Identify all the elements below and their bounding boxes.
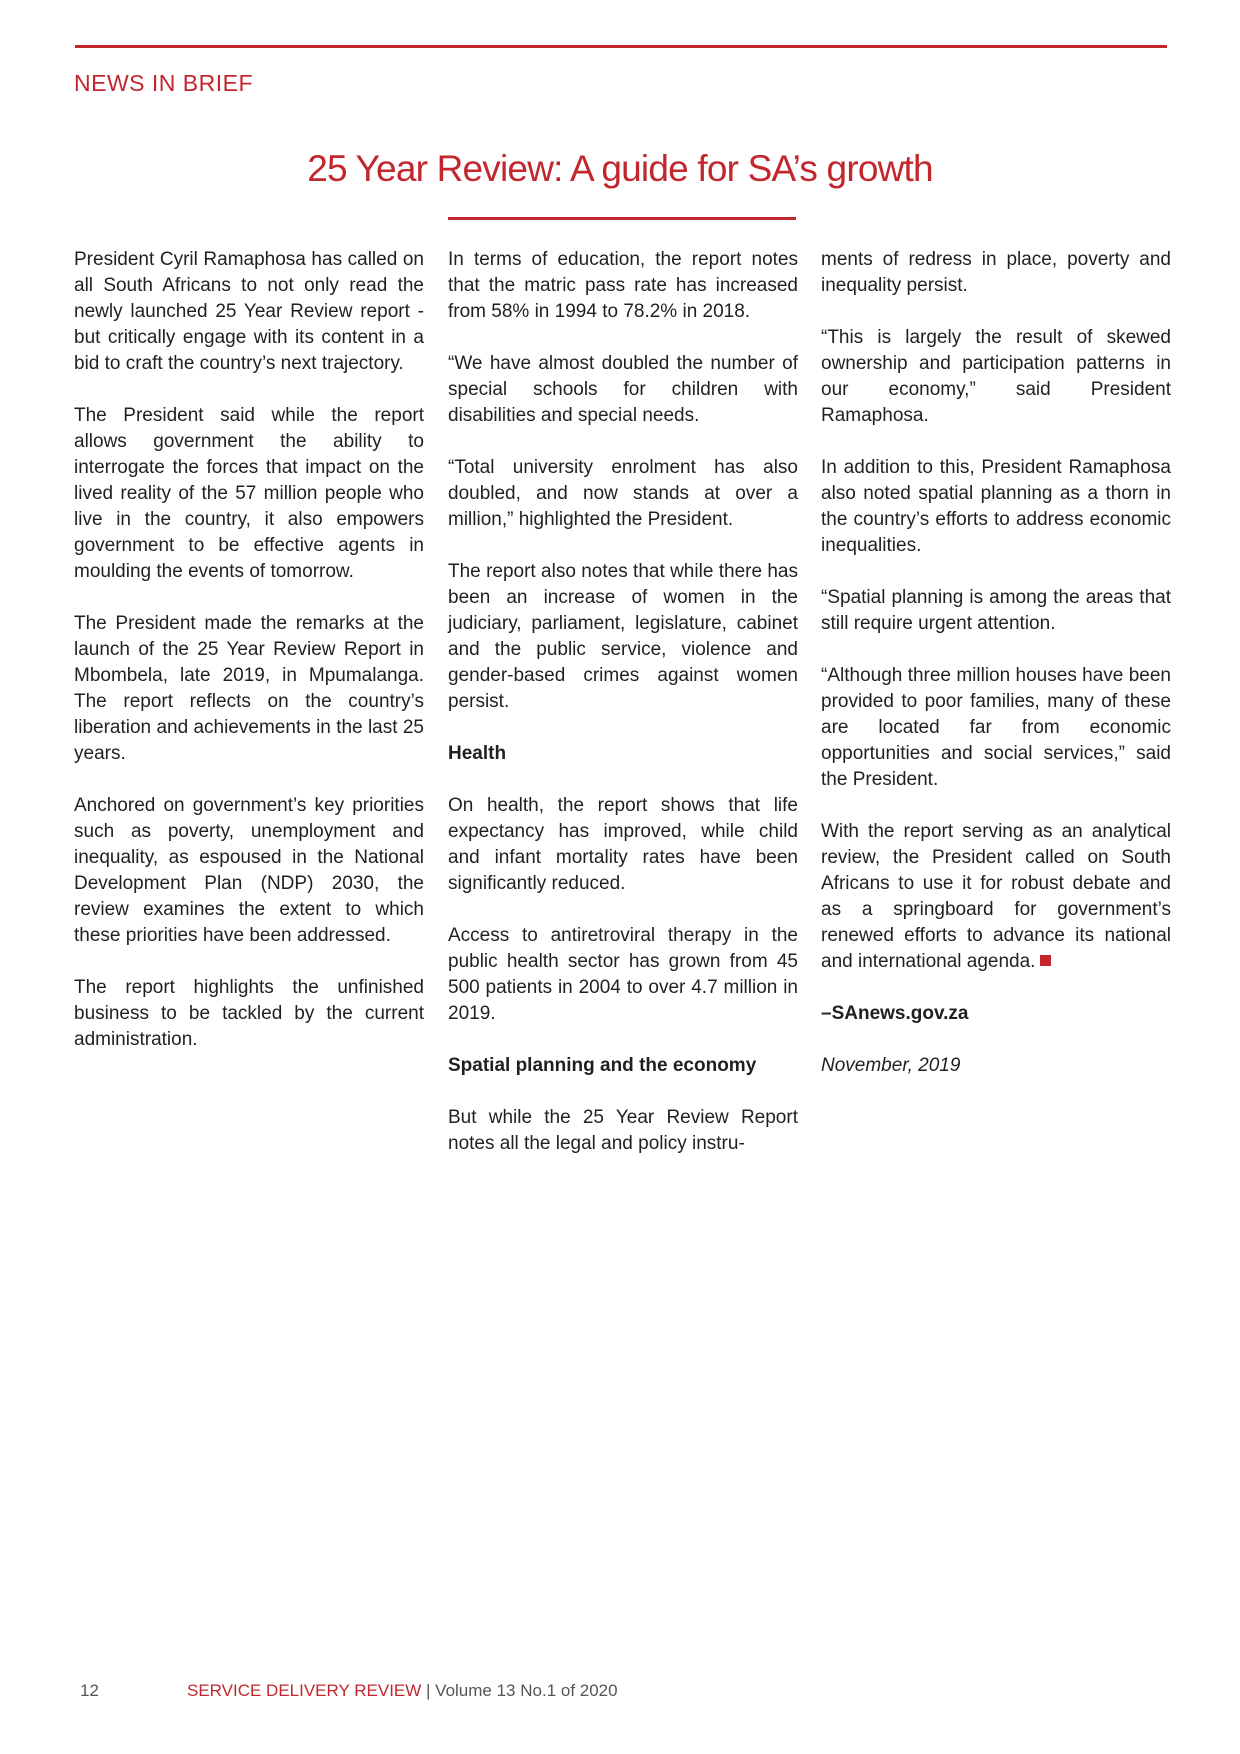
paragraph: Access to antiretroviral therapy in the public health sector has grown from 45 500 patients in 2004 to over 4.7 million in 2019. — [448, 925, 798, 1024]
title-underline — [448, 217, 796, 220]
section-label: NEWS IN BRIEF — [74, 70, 254, 96]
paragraph: The President made the remarks at the launch of the 25 Year Review Report in Mbombela, late 2019, in Mpumalanga. The report reflects on the country’s liberation and achievements in the last 25 years. — [74, 613, 424, 764]
article-title: 25 Year Review: A guide for SA’s growth — [307, 148, 933, 189]
article-column-1 — [74, 247, 424, 1053]
end-mark-icon — [1040, 955, 1051, 966]
page-number: 12 — [80, 1681, 99, 1700]
paragraph: In terms of education, the report notes that the matric pass rate has increased from 58% in 1994 to 78.2% in 2018. — [448, 249, 798, 322]
closing-paragraph — [821, 819, 1171, 975]
paragraph: “Spatial planning is among the areas that still require urgent attention. — [821, 587, 1171, 634]
volume-info: | Volume 13 No.1 of 2020 — [421, 1681, 618, 1700]
top-rule — [75, 45, 1167, 48]
paragraph: The report highlights the unfinished business to be tackled by the current administration. — [74, 977, 424, 1050]
paragraph: On health, the report shows that life expectancy has improved, while child and infant mortality rates have been significantly reduced. — [448, 795, 798, 894]
paragraph: Anchored on government’s key priorities such as poverty, unemployment and inequality, as espoused in the National Development Plan (NDP) 2030, the review examines the extent to which these priorities have been addressed. — [74, 795, 424, 946]
closing-text: With the report serving as an analytical review, the President called on South Africans to use it for robust debate and as a springboard for government’s renewed efforts to advance its national and international agenda. — [821, 821, 1171, 972]
article-date: November, 2019 — [821, 1055, 961, 1076]
subheading-health: Health — [448, 743, 507, 764]
article-column-2 — [448, 247, 798, 1157]
article-column-3 — [821, 247, 1171, 1079]
paragraph: In addition to this, President Ramaphosa also noted spatial planning as a thorn in the country’s efforts to address economic inequalities. — [821, 457, 1171, 556]
subheading-spatial-planning: Spatial planning and the economy — [448, 1055, 757, 1076]
paragraph: The report also notes that while there has been an increase of women in the judiciary, parliament, legislature, cabinet and the public service, violence and gender-based crimes against women persist. — [448, 561, 798, 712]
paragraph: “Total university enrolment has also doubled, and now stands at over a million,” highlighted the President. — [448, 457, 798, 530]
paragraph: But while the 25 Year Review Report notes all the legal and policy instru- — [448, 1107, 798, 1154]
paragraph: The President said while the report allows government the ability to interrogate the forces that impact on the lived reality of the 57 million people who live in the country, it also empowers government to be effective agents in moulding the events of tomorrow. — [74, 405, 424, 582]
paragraph: “We have almost doubled the number of special schools for children with disabilities and special needs. — [448, 353, 798, 426]
paragraph: “This is largely the result of skewed ownership and participation patterns in our economy,” said President Ramaphosa. — [821, 327, 1171, 426]
footer-publication — [187, 1681, 618, 1701]
article-source: –SAnews.gov.za — [821, 1003, 969, 1024]
paragraph: “Although three million houses have been provided to poor families, many of these are located far from economic opportunities and social services,” said the President. — [821, 665, 1171, 790]
paragraph: ments of redress in place, poverty and inequality persist. — [821, 249, 1171, 296]
publication-name: SERVICE DELIVERY REVIEW — [187, 1681, 422, 1700]
paragraph: President Cyril Ramaphosa has called on all South Africans to not only read the newly launched 25 Year Review report - but critically engage with its content in a bid to craft the country’s next trajectory. — [74, 249, 424, 374]
